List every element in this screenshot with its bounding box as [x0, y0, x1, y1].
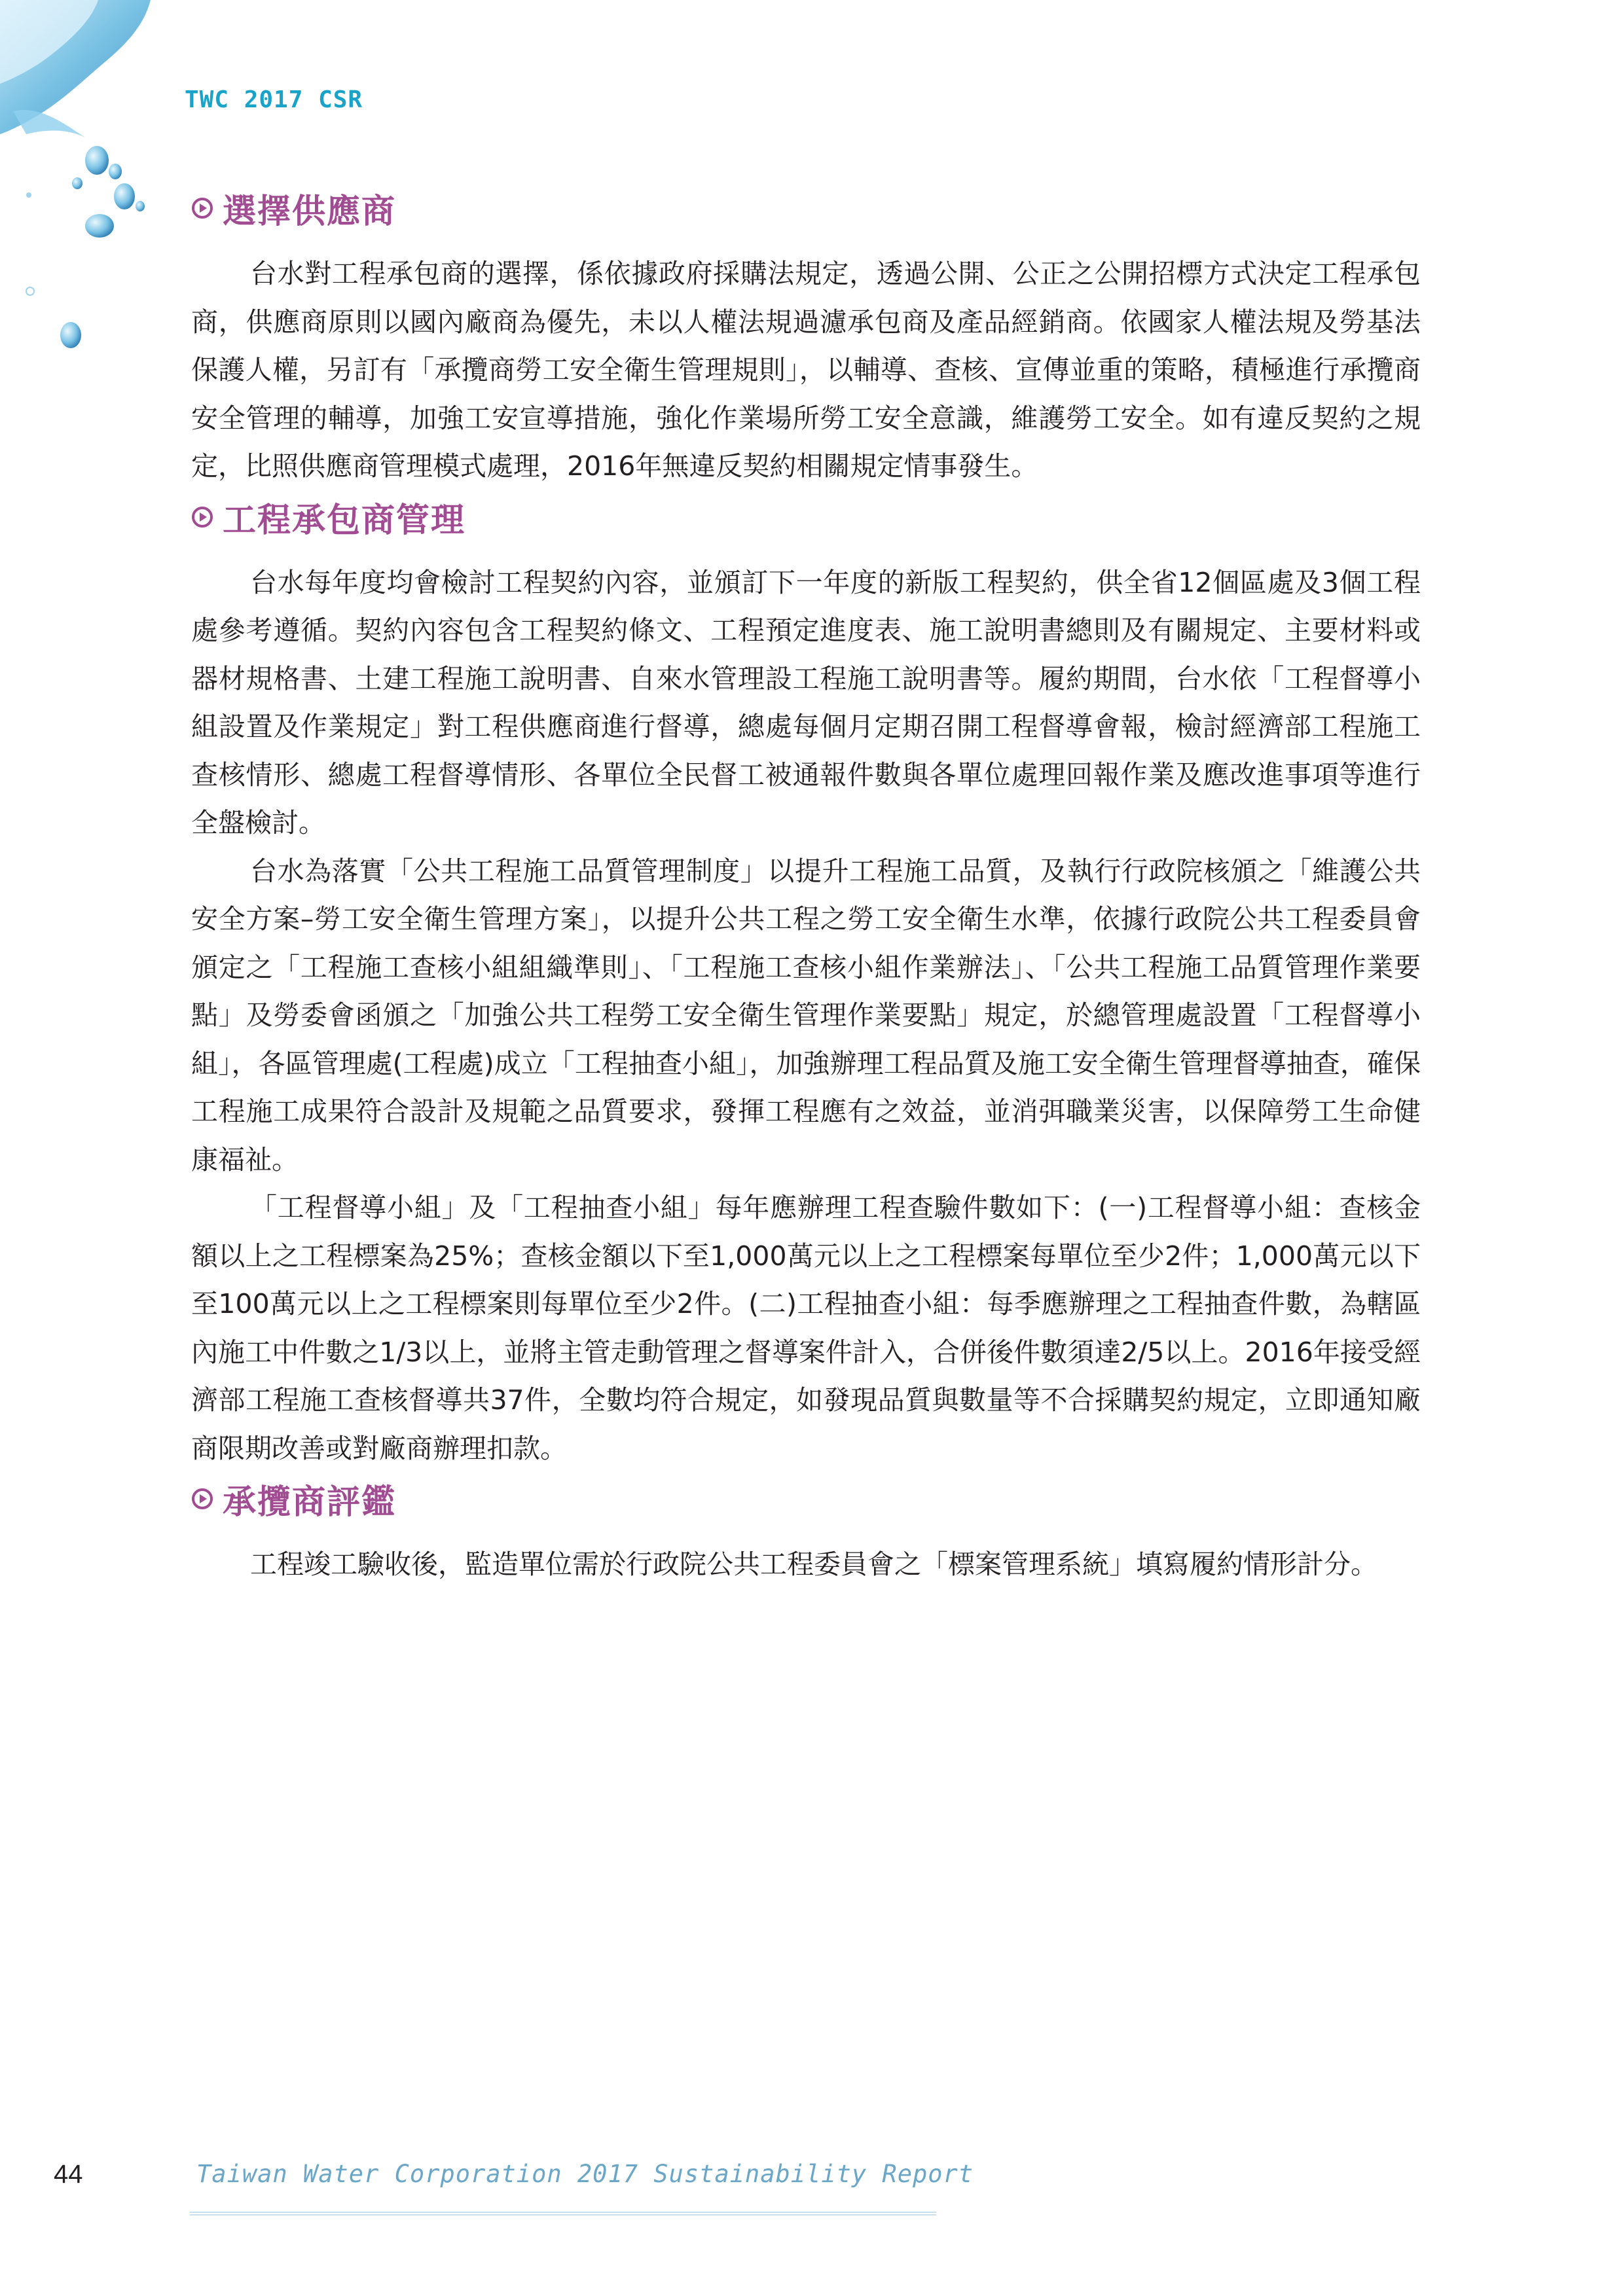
- section-title: 選擇供應商: [223, 192, 397, 231]
- section-heading-supplier-selection: [191, 182, 1421, 234]
- paragraph: 「工程督導小組」及「工程抽查小組」每年應辦理工程查驗件數如下：(一)工程督導小組：查核金額以上之工程標案為25%；查核金額以下至1,000萬元以上之工程標案每單位至少2件；1,000萬元以下至100萬元以上之工程標案則每單位至少2件。(二)工程抽查小組：每季應辦理之工程抽查件數，為轄區內施工中件數之1/3以上，並將主管走動管理之督導案件計入，合併後件數須達2/5以上。2016年接受經濟部工程施工查核督導共37件，全數均符合規定，如發現品質與數量等不合採購契約規定，立即通知廠商限期改善或對廠商辦理扣款。: [191, 1192, 1421, 1464]
- paragraph: 台水對工程承包商的選擇，係依據政府採購法規定，透過公開、公正之公開招標方式決定工程承包商，供應商原則以國內廠商為優先，未以人權法規過濾承包商及產品經銷商。依國家人權法規及勞基法保護人權，另訂有「承攬商勞工安全衛生管理規則」，以輔導、查核、宣傳並重的策略，積極進行承攬商安全管理的輔導，加強工安宣導措施，強化作業場所勞工安全意識，維護勞工安全。如有違反契約之規定，比照供應商管理模式處理，2016年無違反契約相關規定情事發生。: [191, 258, 1421, 482]
- paragraph: 台水為落實「公共工程施工品質管理制度」以提升工程施工品質，及執行行政院核頒之「維護公共安全方案–勞工安全衛生管理方案」，以提升公共工程之勞工安全衛生水準，依據行政院公共工程委員會頒定之「工程施工查核小組組織準則」、「工程施工查核小組作業辦法」、「公共工程施工品質管理作業要點」及勞委會函頒之「加強公共工程勞工安全衛生管理作業要點」規定，於總管理處設置「工程督導小組」，各區管理處(工程處)成立「工程抽查小組」，加強辦理工程品質及施工安全衛生管理督導抽查，確保工程施工成果符合設計及規範之品質要求，發揮工程應有之效益，並消弭職業災害，以保障勞工生命健康福祉。: [191, 855, 1421, 1175]
- footer-rule: [190, 2211, 936, 2216]
- section-heading-contractor-management: [191, 491, 1421, 543]
- main-content: [191, 182, 1421, 1589]
- paragraph: 工程竣工驗收後，監造單位需於行政院公共工程委員會之「標案管理系統」填寫履約情形計分。: [250, 1549, 1377, 1580]
- running-head: TWC 2017 CSR: [185, 86, 363, 113]
- circle-play-icon: [191, 197, 213, 219]
- circle-play-icon: [191, 506, 213, 528]
- page-number: 44: [54, 2160, 83, 2189]
- section-heading-contractor-evaluation: [191, 1473, 1421, 1525]
- water-splash-decoration: [0, 0, 170, 367]
- circle-play-icon: [191, 1488, 213, 1510]
- footer-report-title: Taiwan Water Corporation 2017 Sustainability Report: [196, 2160, 974, 2188]
- paragraph: 台水每年度均會檢討工程契約內容，並頒訂下一年度的新版工程契約，供全省12個區處及3個工程處參考遵循。契約內容包含工程契約條文、工程預定進度表、施工說明書總則及有關規定、主要材料或器材規格書、土建工程施工說明書、自來水管理設工程施工說明書等。履約期間，台水依「工程督導小組設置及作業規定」對工程供應商進行督導，總處每個月定期召開工程督導會報，檢討經濟部工程施工查核情形、總處工程督導情形、各單位全民督工被通報件數與各單位處理回報作業及應改進事項等進行全盤檢討。: [191, 566, 1421, 838]
- section-title: 承攬商評鑑: [223, 1483, 397, 1522]
- section-title: 工程承包商管理: [223, 501, 466, 540]
